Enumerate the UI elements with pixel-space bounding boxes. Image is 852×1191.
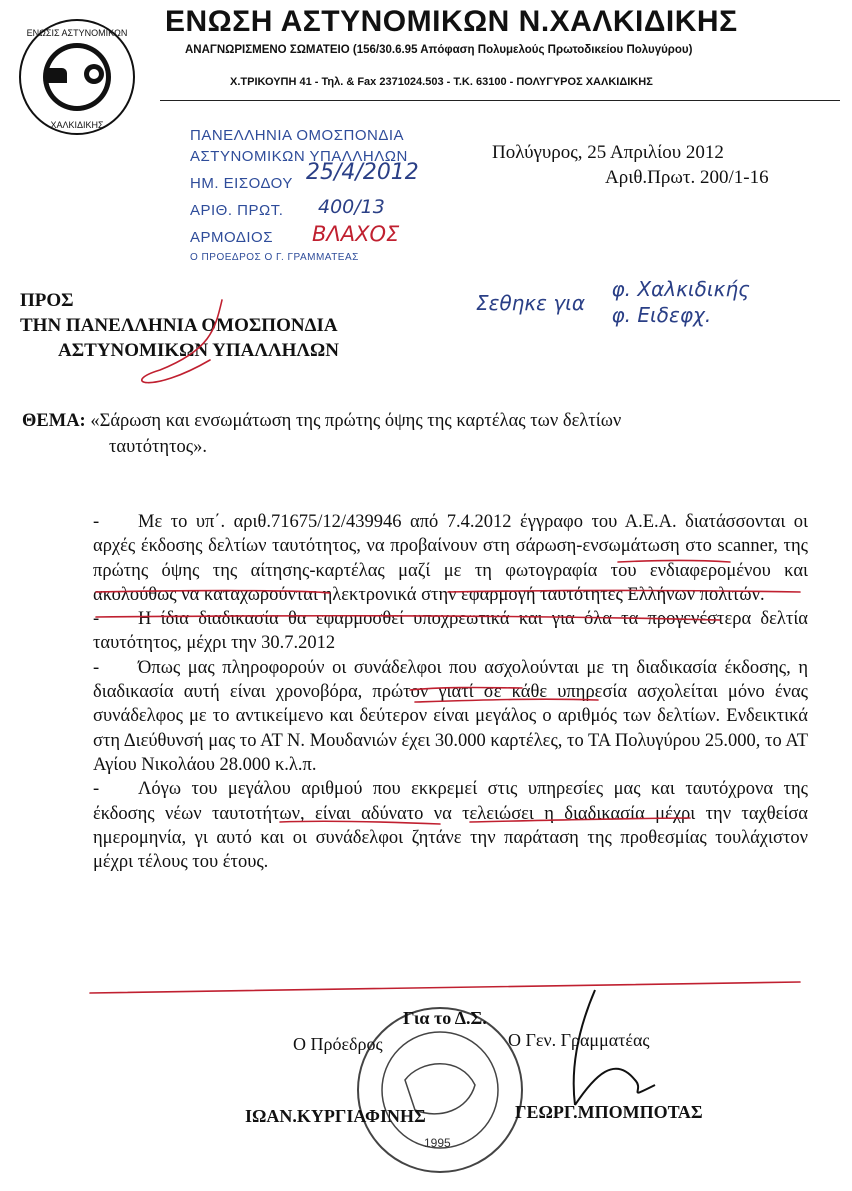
handwritten-note — [476, 276, 750, 328]
stamp-resp-label: ΑΡΜΟΔΙΟΣ — [190, 229, 273, 246]
subject-text1: «Σάρωση και ενσωμάτωση της πρώτης όψης της καρτέλας των δελτίων — [90, 411, 622, 431]
svg-text:ΧΑΛΚΙΔΙΚΗΣ: ΧΑΛΚΙΔΙΚΗΣ — [50, 120, 104, 130]
stamp-line1: ΠΑΝΕΛΛΗΝΙΑ ΟΜΟΣΠΟΝΔΙΑ — [190, 127, 405, 144]
paragraph-text: Όπως μας πληροφορούν οι συνάδελφοι που ασχολούνται με τη διαδικασία έκδοσης, η διαδικασία αυτή είναι χρονοβόρα, πρώτον γιατί σε κάθε υπηρεσία ασχολείται μόνο ένας συνάδελφος με το αντικείμενο και δεύτερον είναι μεγάλος ο αριθμός των δελτίων. Ενδεικτικά στη Διεύθυνσή μας το ΑΤ Ν. Μουδανιών έχει 30.000 καρτέλες, το ΤΑ Πολυγύρου 25.000, το ΑΤ Αγίου Νικολάου 28.000 κ.λ.π. — [93, 657, 808, 775]
stamp-prot-value: 400/13 — [318, 196, 385, 218]
stamp-footer: Ο ΠΡΟΕΔΡΟΣ Ο Γ. ΓΡΑΜΜΑΤΕΑΣ — [190, 252, 359, 263]
header-divider — [160, 100, 840, 101]
body-paragraph: - Η ίδια διαδικασία θα εφαρμοσθεί υποχρεωτικά και για όλα τα προγενέστερα δελτία ταυτότητος, μέχρι την 30.7.2012 — [93, 609, 808, 654]
union-logo-seal — [18, 18, 136, 136]
body-paragraph: - Λόγω του μεγάλου αριθμού που εκκρεμεί στις υπηρεσίες μας και ταυτόχρονα της έκδοσης νέων ταυτοτήτων, είναι αδύνατο να τελειώσει η διαδικασία μέχρι την ταχθείσα ημερομηνία, γι αυτό και οι συνάδελφοι ζητάνε την παράταση της προθεσμίας τουλάχιστον μέχρι τέλους του έτους. — [93, 779, 808, 873]
protocol-number: Αριθ.Πρωτ. 200/1-16 — [605, 167, 769, 188]
svg-text:ΕΝΩΣΙΣ ΑΣΤΥΝΟΜΙΚΩΝ: ΕΝΩΣΙΣ ΑΣΤΥΝΟΜΙΚΩΝ — [26, 28, 128, 38]
president-name: ΙΩΑΝ.ΚΥΡΓΙΑΦΙΝΗΣ — [245, 1106, 426, 1126]
letter-date: Πολύγυρος, 25 Απριλίου 2012 — [492, 142, 724, 163]
signature-for-board: Για το Δ.Σ. — [403, 1008, 487, 1028]
org-subtitle: ΑΝΑΓΝΩΡΙΣΜΕΝΟ ΣΩΜΑΤΕΙΟ (156/30.6.95 Απόφαση Πολυμελούς Πρωτοδικείου Πολυγύρου) — [185, 44, 693, 56]
subject-block — [22, 408, 621, 460]
subject-label: ΘΕΜΑ: — [22, 411, 86, 431]
subject-text2: ταυτότητος». — [109, 437, 207, 457]
letter-body — [93, 510, 808, 874]
secretary-name: ΓΕΩΡΓ.ΜΠΟΜΠΟΤΑΣ — [515, 1102, 703, 1122]
org-title: ΕΝΩΣΗ ΑΣΤΥΝΟΜΙΚΩΝ Ν.ΧΑΛΚΙΔΙΚΗΣ — [165, 5, 738, 38]
recipient-line3: ΑΣΤΥΝΟΜΙΚΩΝ ΥΠΑΛΛΗΛΩΝ — [58, 340, 339, 361]
body-paragraph: - Όπως μας πληροφορούν οι συνάδελφοι που ασχολούνται με τη διαδικασία έκδοσης, η διαδικασία αυτή είναι χρονοβόρα, πρώτον γιατί σε κάθε υπηρεσία ασχολείται μόνο ένας συνάδελφος με το αντικείμενο και δεύτερον είναι μεγάλος ο αριθμός των δελτίων. Ενδεικτικά στη Διεύθυνσή μας το ΑΤ Ν. Μουδανιών έχει 30.000 καρτέλες, το ΤΑ Πολυγύρου 25.000, το ΑΤ Αγίου Νικολάου 28.000 κ.λ.π. — [93, 657, 808, 775]
secretary-title: Ο Γεν. Γραμματέας — [508, 1030, 650, 1050]
stamp-line2: ΑΣΤΥΝΟΜΙΚΩΝ ΥΠΑΛΛΗΛΩΝ — [190, 148, 408, 165]
paragraph-text: Λόγω του μεγάλου αριθμού που εκκρεμεί στις υπηρεσίες μας και ταυτόχρονα της έκδοσης νέων ταυτοτήτων, είναι αδύνατο να τελειώσει η διαδικασία μέχρι την ταχθείσα ημερομηνία, γι αυτό και οι συνάδελφοι ζητάνε την παράταση της προθεσμίας τουλάχιστον μέχρι τέλους του έτους. — [93, 779, 808, 873]
seal-year: 1995 — [424, 1136, 451, 1150]
recipient-block — [20, 288, 339, 363]
recipient-line2: ΤΗΝ ΠΑΝΕΛΛΗΝΙΑ ΟΜΟΣΠΟΝΔΙΑ — [20, 315, 338, 336]
note-right2: φ. Ειδεφχ. — [611, 303, 712, 327]
stamp-prot-label: ΑΡΙΘ. ΠΡΩΤ. — [190, 202, 284, 219]
stamp-date-label: ΗΜ. ΕΙΣΟΔΟΥ — [190, 175, 293, 192]
paragraph-text: Με το υπ΄. αριθ.71675/12/439946 από 7.4.2012 έγγραφο του Α.Ε.Α. διατάσσονται οι αρχές έκδοσης δελτίων ταυτότητος, να προβαίνουν στη σάρωση-ενσωμάτωση στο scanner, της πρώτης όψης της αίτησης-καρτέλας μαζί με τη φωτογραφία του ενδιαφερομένου και ακολούθως να καταχωρούνται ηλεκτρονικά στην εφαρμογή ταυτότητες Ελλήνων πολιτών. — [93, 512, 808, 605]
stamp-date-value: 25/4/2012 — [306, 160, 419, 185]
body-paragraph: - Με το υπ΄. αριθ.71675/12/439946 από 7.4.2012 έγγραφο του Α.Ε.Α. διατάσσονται οι αρχές έκδοσης δελτίων ταυτότητος, να προβαίνουν στη σάρωση-ενσωμάτωση στο scanner, της πρώτης όψης της αίτησης-καρτέλας μαζί με τη φωτογραφία του ενδιαφερομένου και ακολούθως να καταχωρούνται ηλεκτρονικά στην εφαρμογή ταυτότητες Ελλήνων πολιτών. — [93, 512, 808, 605]
note-left: Σεθηκε για — [476, 291, 586, 315]
paragraph-text: Η ίδια διαδικασία θα εφαρμοσθεί υποχρεωτικά και για όλα τα προγενέστερα δελτία ταυτότητος, μέχρι την 30.7.2012 — [93, 609, 808, 654]
president-title: Ο Πρόεδρος — [293, 1034, 383, 1054]
stamp-resp-value: ΒΛΑΧΟΣ — [312, 222, 400, 246]
recipient-line1: ΠΡΟΣ — [20, 290, 74, 311]
org-address: Χ.ΤΡΙΚΟΥΠΗ 41 - Τηλ. & Fax 2371024.503 - Τ.Κ. 63100 - ΠΟΛΥΓΥΡΟΣ ΧΑΛΚΙΔΙΚΗΣ — [230, 76, 653, 88]
note-right1: φ. Χαλκιδικής — [611, 277, 750, 301]
